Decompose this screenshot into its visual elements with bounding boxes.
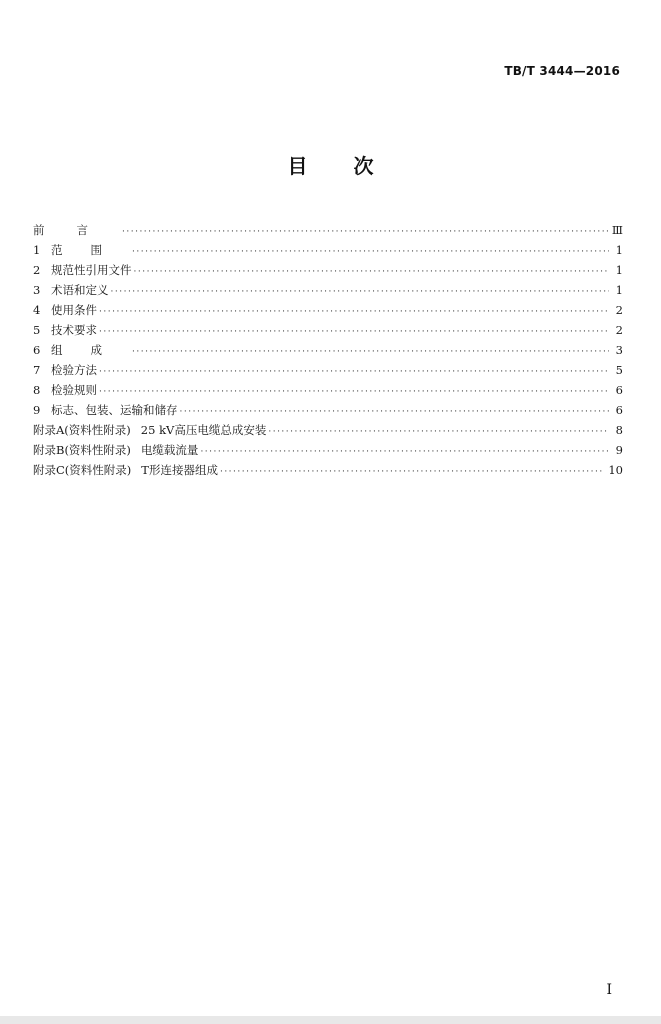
toc-entry-appendix-b[interactable]	[33, 440, 623, 460]
toc-entry-number: 4	[33, 303, 41, 317]
page-title: 目次	[287, 154, 420, 178]
toc-entry-4[interactable]	[33, 300, 623, 320]
toc-entry-6[interactable]	[33, 340, 623, 360]
toc-leader-dots	[220, 462, 604, 482]
toc-leader-dots	[180, 402, 610, 422]
toc-entry-label: T形连接器组成	[141, 463, 218, 477]
toc-entry-page: 1	[615, 243, 623, 257]
toc-entry-page: 5	[615, 363, 623, 377]
toc-entry-label: 检验方法	[51, 363, 97, 377]
toc-entry-page: 1	[615, 263, 623, 277]
toc-entry-1[interactable]	[33, 240, 623, 260]
toc-entry-number: 3	[33, 283, 41, 297]
toc-entry-label: 技术要求	[51, 323, 97, 337]
toc-entry-label: 检验规则	[51, 383, 97, 397]
toc-entry-label: 前言	[33, 223, 120, 237]
toc-leader-dots	[268, 422, 609, 442]
toc-entry-page: 2	[615, 323, 623, 337]
toc-appendix-prefix: 附录A(资料性附录)	[33, 423, 131, 437]
toc-entry-number: 7	[33, 363, 41, 377]
toc-entry-label: 范围	[51, 243, 130, 257]
toc-entry-label: 电缆载流量	[140, 443, 199, 457]
toc-entry-page: 8	[615, 423, 623, 437]
toc-entry-page: 10	[608, 463, 623, 477]
toc-entry-9[interactable]	[33, 400, 623, 420]
toc-entry-number: 9	[33, 403, 41, 417]
toc-entry-label: 标志、包装、运输和储存	[51, 403, 178, 417]
toc-entry-page: 3	[615, 343, 623, 357]
toc-entry-appendix-a[interactable]	[33, 420, 623, 440]
toc-entry-appendix-c[interactable]	[33, 460, 623, 480]
toc-appendix-prefix: 附录C(资料性附录)	[33, 463, 132, 477]
scan-edge	[0, 1016, 661, 1024]
toc-leader-dots	[99, 302, 609, 322]
toc-leader-dots	[111, 282, 610, 302]
toc-leader-dots	[132, 242, 609, 262]
toc-appendix-prefix: 附录B(资料性附录)	[33, 443, 131, 457]
toc-entry-8[interactable]	[33, 380, 623, 400]
toc-leader-dots	[132, 342, 609, 362]
toc-entry-7[interactable]	[33, 360, 623, 380]
toc-entry-label: 组成	[51, 343, 130, 357]
table-of-contents	[33, 220, 623, 480]
toc-entry-page: 9	[615, 443, 623, 457]
toc-entry-number: 6	[33, 343, 41, 357]
toc-entry-page: 1	[615, 283, 623, 297]
standard-number: TB/T 3444—2016	[504, 64, 620, 78]
toc-entry-label: 使用条件	[51, 303, 97, 317]
toc-entry-label: 规范性引用文件	[51, 263, 132, 277]
page-number: I	[606, 982, 612, 998]
toc-entry-3[interactable]	[33, 280, 623, 300]
toc-entry-number: 1	[33, 243, 41, 257]
toc-leader-dots	[122, 222, 608, 242]
toc-entry-label: 25 kV高压电缆总成安装	[140, 423, 267, 437]
toc-entry-foreword[interactable]	[33, 220, 623, 240]
toc-leader-dots	[99, 382, 609, 402]
toc-entry-number: 2	[33, 263, 41, 277]
toc-entry-5[interactable]	[33, 320, 623, 340]
toc-leader-dots	[134, 262, 610, 282]
toc-entry-2[interactable]	[33, 260, 623, 280]
toc-entry-page: Ⅲ	[611, 223, 623, 237]
toc-entry-label: 术语和定义	[51, 283, 109, 297]
toc-entry-page: 2	[615, 303, 623, 317]
toc-entry-number: 5	[33, 323, 41, 337]
toc-entry-page: 6	[615, 403, 623, 417]
toc-leader-dots	[200, 442, 609, 462]
toc-entry-number: 8	[33, 383, 41, 397]
toc-leader-dots	[99, 362, 609, 382]
toc-entry-page: 6	[615, 383, 623, 397]
toc-leader-dots	[99, 322, 609, 342]
